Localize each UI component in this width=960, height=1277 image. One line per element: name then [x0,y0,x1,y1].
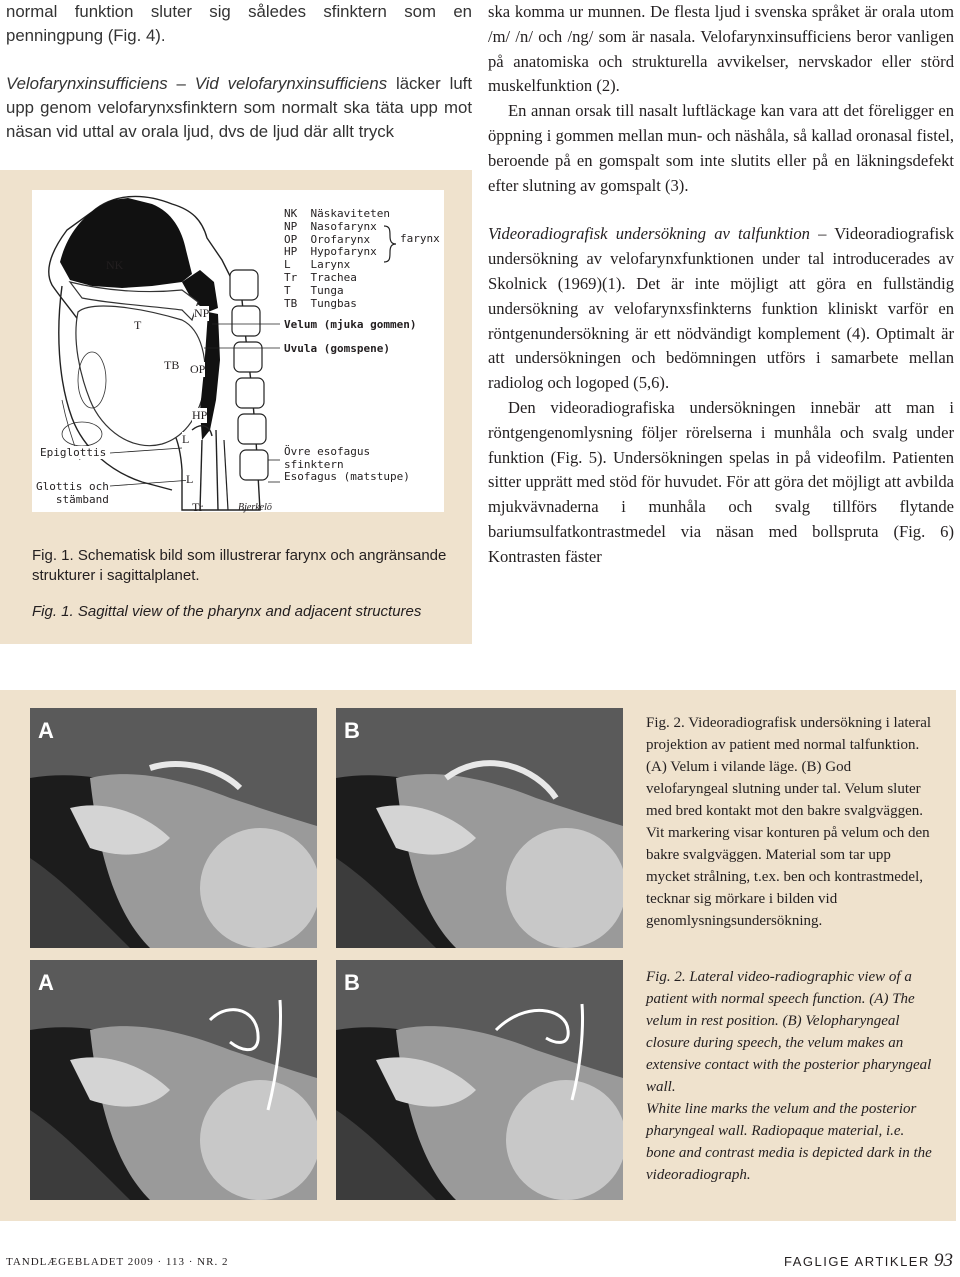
xray-panel-a-top [30,708,317,948]
label-l-1: L [182,432,190,446]
right-paragraph-1: ska komma ur munnen. De flesta ljud i svenska språket är orala utom /m/ /n/ och /ng/ som är nasala. Velofarynxinsufficiens beror vanligen på anatomiska och strukturella avvikelser, nervskador eller störd muskelfunktion (2). [488,2,954,96]
label-nk: NK [106,258,124,272]
legend-row: NP Nasofarynx [284,219,377,233]
label-velum: Velum (mjuka gommen) [284,318,417,331]
figure-2 [0,690,956,1221]
label-op: OP [190,362,206,376]
pharynx-diagram [32,190,444,512]
label-epiglottis: Epiglottis [40,446,107,459]
legend-row: Tr Trachea [284,270,357,284]
label-t: T [134,318,142,332]
label-tb: TB [164,358,180,372]
legend-row: OP Orofarynx [284,232,371,246]
legend-row: HP Hypofarynx [284,245,377,259]
right-column [488,0,954,570]
left-column [6,0,472,144]
page-number: 93 [934,1250,953,1271]
figure-1 [0,170,472,644]
xray-panel-b-top [336,708,623,948]
label-l-2: L [186,472,194,486]
figure-1-caption-english: Fig. 1. Sagittal view of the pharynx and adjacent structures [32,603,422,620]
left-paragraph-2: Velofarynxinsufficiens – Vid velofarynxinsufficiens läcker luft upp genom velofarynxsfinktern som normalt ska täta upp mot näsan vid uttal av orala ljud, dvs de ljud där allt tryck [6,74,472,141]
label-hp: HP [192,408,208,422]
label-glottis: Glottis och stämband [36,480,109,506]
left-paragraph-1: normal funktion sluter sig således sfinktern som en penningpung (Fig. 4). [6,2,472,45]
panel-letter-a: A [38,718,54,743]
label-tr: Tr [192,500,203,514]
right-paragraph-3: Videoradiografisk undersökning av talfunktion – Videoradiografisk undersökning av velofarynxfunktionen under tal introducerades av Skolnick (1969)(1). Det är inte möjligt att göra en fullständig undersökning av velofarynxsfinkterns funktion kliniskt varför en röntgenundersökning är ett nödvändigt komplement (4). Optimalt är att undersökningen och bedömningen utförs i samarbete mellan radiolog och logoped (5,6). [488,224,955,393]
label-np: NP [194,306,210,320]
legend-row: T Tunga [284,283,344,297]
right-paragraph-4: Den videoradiografiska undersökningen innebär att man i röntgengenomlysning följer rörelserna i munhåla och svalg under funktion (Fig. 5). Undersökningen spelas in på videofilm. Patienten sitter upprätt med stöd för huvudet. För att göra det möjligt att avbilda mjukvävnaderna i munhåla och svalg tillförs flytande bariumsulfatkontrastmedel via näsan med bollspruta (Fig. 6) Kontrasten fäster [488,397,954,566]
label-farynx: farynx [400,232,440,245]
left-body-text [6,0,472,144]
legend-row: TB Tungbas [284,296,357,310]
lead-term: Vid velofarynxinsufficiens [194,74,388,93]
right-paragraph-2: En annan orsak till nasalt luftläckage kan vara att det föreligger en öppning i gommen mellan mun- och näshåla, så kallad oronasal fistel, beroende på en gomspalt som inte slutits eller på en läkningsdefekt efter slutning av gomspalt (3). [488,101,954,195]
xray-panel-a-bottom [30,960,317,1200]
legend-row: L Larynx [284,258,351,272]
figure-1-caption: Fig. 1. Schematisk bild som illustrerar farynx och angränsande strukturer i sagittalplanet. [32,547,447,584]
figure-2-caption-english: Fig. 2. Lateral video-radiographic view of a patient with normal speech function. (A) The velum in rest position. (B) Velopharyngeal closure during speech, the velum makes an extensive contact with the posterior pharyngeal wall. White line marks the velum and the posterior pharyngeal wall. Radiopaque material, i.e. bone and contrast media is depicted dark in the videoradiograph. [646,969,932,1183]
panel-letter-b-marked: B [344,970,360,995]
artist-signature: Bjerkelö [238,502,272,513]
section-title-videoradiografisk: Videoradiografisk undersökning av talfunktion [488,224,810,244]
section-title-velofarynxinsufficiens: Velofarynxinsufficiens [6,74,168,93]
figure-2-caption: Fig. 2. Videoradiografisk undersökning i lateral projektion av patient med normal talfunktion. (A) Velum i vilande läge. (B) God velofaryngeal slutning under tal. Velum sluter med bred kontakt mot den bakre svalgväggen. Vit markering visar konturen på velum och den bakre svalgväggen. Material som tar upp mycket strålning, t.ex. ben och kontrastmedel, tecknar sig mörkare i bilden vid genomlysningsundersökning. [646,715,932,929]
footer-section: FAGLIGE ARTIKLER [784,1254,930,1269]
panel-letter-a-marked: A [38,970,54,995]
footer-journal: TANDLÆGEBLADET 2009 · 113 · NR. 2 [6,1256,229,1268]
panel-letter-b: B [344,718,360,743]
label-uvula: Uvula (gomspene) [284,342,390,355]
xray-panel-b-bottom [336,960,623,1200]
legend-row: NK Näskaviteten [284,207,390,220]
label-esofagus: Övre esofagus sfinktern Esofagus (matstupe) [284,445,410,483]
legend [284,208,390,310]
